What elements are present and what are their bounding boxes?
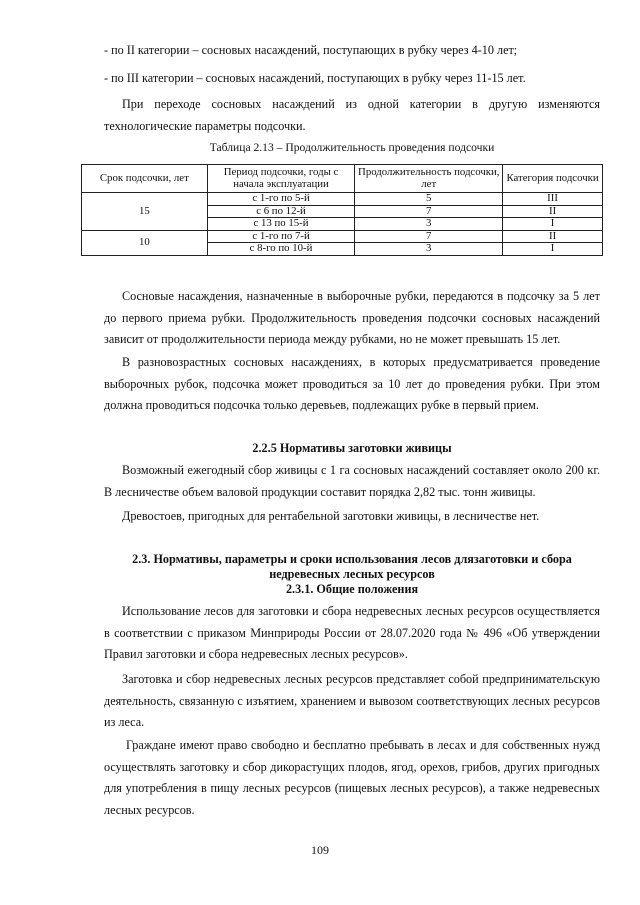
cell-term: 15	[82, 193, 208, 231]
section-heading-resin-norms: 2.2.5 Нормативы заготовки живицы	[252, 441, 452, 455]
section-heading-line-1: 2.3. Нормативы, параметры и сроки использования лесов длязаготовки и сбора	[132, 552, 572, 566]
cell-category: I	[503, 218, 603, 231]
cell-term: 10	[82, 230, 208, 255]
paragraph-no-stands: Древостоев, пригодных для рентабельной заготовки живицы, в лесничестве нет.	[122, 509, 540, 523]
table-row	[82, 193, 603, 206]
cell-duration: 7	[355, 230, 503, 243]
section-heading-line-2: недревесных лесных ресурсов	[269, 567, 435, 581]
cell-duration: 5	[355, 193, 503, 206]
cell-category: II	[503, 230, 603, 243]
cell-duration: 7	[355, 205, 503, 218]
header-duration: Продолжительность подсочки, лет	[355, 165, 503, 193]
cell-duration: 3	[355, 218, 503, 231]
cell-category: I	[503, 243, 603, 256]
list-item-category-3: - по III категории – сосновых насаждений, поступающих в рубку через 11-15 лет.	[104, 71, 526, 85]
paragraph-legal-basis: Использование лесов для заготовки и сбора недревесных лесных ресурсов осуществляется в соответствии с приказом Минприроды России от 28.07.2020 года № 496 «Об утверждении Правил заготовки и сбора недревесных лесных ресурсов».	[104, 604, 600, 662]
paragraph-resin-yield: Возможный ежегодный сбор живицы с 1 га сосновых насаждений составляет около 200 кг. В лесничестве объем валовой продукции составит порядка 2,82 тыс. тонн живицы.	[104, 463, 600, 499]
cell-duration: 3	[355, 243, 503, 256]
cell-period: с 13 по 15-й	[207, 218, 355, 231]
cell-period: с 1-го по 5-й	[207, 193, 355, 206]
paragraph-selective-felling: Сосновые насаждения, назначенные в выборочные рубки, передаются в подсочку за 5 лет до первого приема рубки. Продолжительность проведения подсочки сосновых насаждений зависит от продолжительности периода между рубками, но не может превышать 15 лет.	[104, 289, 600, 347]
list-item-category-2: - по II категории – сосновых насаждений, поступающих в рубку через 4-10 лет;	[104, 43, 518, 57]
header-category: Категория подсочки	[503, 165, 603, 193]
cell-period: с 8-го по 10-й	[207, 243, 355, 256]
table-header-row	[82, 165, 603, 193]
table-row	[82, 230, 603, 243]
cell-period: с 1-го по 7-й	[207, 230, 355, 243]
header-term: Срок подсочки, лет	[82, 165, 208, 193]
cell-category: II	[503, 205, 603, 218]
paragraph-category-transition: При переходе сосновых насаждений из одной категории в другую изменяются технологические параметры подсочки.	[104, 97, 600, 133]
subsection-heading-general: 2.3.1. Общие положения	[285, 582, 419, 596]
cell-category: III	[503, 193, 603, 206]
paragraph-citizens-rights: Граждане имеют право свободно и бесплатно пребывать в лесах и для собственных нужд осуществлять заготовку и сбор дикорастущих плодов, ягод, орехов, грибов, других пригодных для употребления в пищу лесных ресурсов (пищевых лесных ресурсов), а также недревесных лесных ресурсов.	[104, 738, 600, 817]
paragraph-uneven-aged-stands: В разновозрастных сосновых насаждениях, в которых предусматривается проведение выборочных рубок, подсочка может проводиться за 10 лет до проведения рубки. При этом должна проводиться подсочка только деревьев, подлежащих рубке в первый прием.	[104, 355, 600, 413]
paragraph-entrepreneurial: Заготовка и сбор недревесных лесных ресурсов представляет собой предпринимательскую деятельность, связанную с изъятием, хранением и вывозом соответствующих лесных ресурсов из леса.	[104, 672, 600, 730]
cell-period: с 6 по 12-й	[207, 205, 355, 218]
page-number: 109	[311, 843, 329, 857]
tapping-duration-table	[81, 164, 603, 256]
table-caption: Таблица 2.13 – Продолжительность проведения подсочки	[209, 141, 495, 154]
header-period: Период подсочки, годы с начала эксплуатации	[207, 165, 355, 193]
